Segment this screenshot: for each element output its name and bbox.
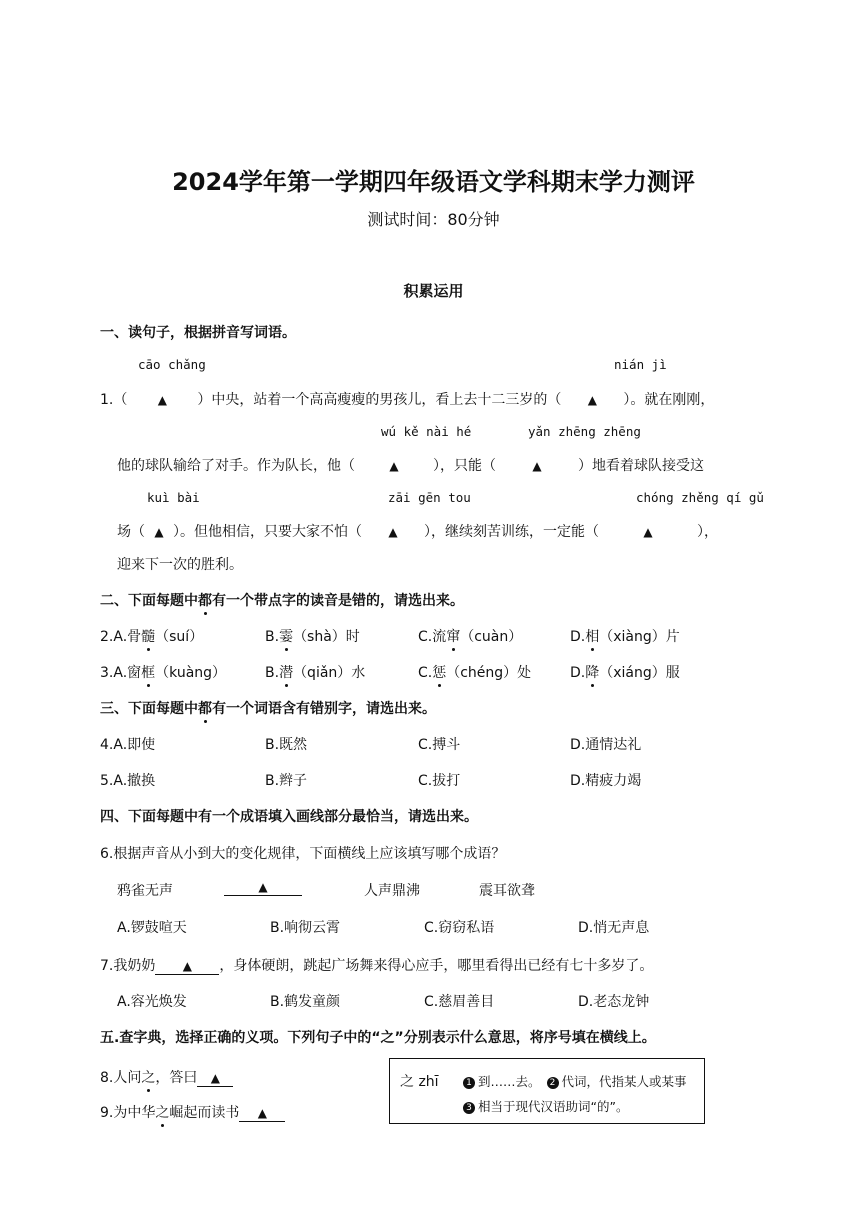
q1-line-4: 迎来下一次的胜利。 <box>117 557 243 573</box>
q1-line-1: 1.（ ▲ ）中央，站着一个高高瘦瘦的男孩儿，看上去十二三岁的（ ▲ ）。就在刚刚， <box>100 392 715 408</box>
q9-stem: 9.为中华之崛起而读书 ▲ <box>100 1102 285 1122</box>
pinyin-yanzhengzheng: yǎn zhēng zhēng <box>528 424 641 439</box>
q2-option-d[interactable]: D.相（xiàng）片 <box>570 626 680 646</box>
q7-option-b[interactable]: B.鹤发童颜 <box>270 994 341 1010</box>
q2-option-a[interactable]: 2.A.骨髓（suí） <box>100 626 203 646</box>
q7-answer-blank[interactable]: ▲ <box>155 958 219 975</box>
q6-seq-2: 人声鼎沸 <box>364 883 420 899</box>
q2-option-c[interactable]: C.流窜（cuàn） <box>418 626 522 646</box>
pinyin-zaigentou: zāi gēn tou <box>388 490 471 505</box>
q7-option-a[interactable]: A.容光焕发 <box>117 994 187 1010</box>
q5-option-a[interactable]: 5.A.撤换 <box>100 773 156 789</box>
number-1-icon: 1 <box>463 1077 475 1089</box>
answer-slot-1[interactable]: ▲ <box>157 393 167 407</box>
q6-answer-blank[interactable]: ▲ <box>224 879 302 896</box>
q3-heading: 三、下面每题中都有一个词语含有错别字，请选出来。 <box>100 698 436 718</box>
q3r-option-b[interactable]: B.潜（qiǎn）水 <box>265 662 365 682</box>
answer-slot-5[interactable]: ▲ <box>154 525 164 539</box>
q5-option-c[interactable]: C.拔打 <box>418 773 461 789</box>
q1-heading: 一、读句子，根据拼音写词语。 <box>100 325 296 341</box>
q2-option-b[interactable]: B.霎（shà）时 <box>265 626 360 646</box>
q4-option-d[interactable]: D.通情达礼 <box>570 737 642 753</box>
pinyin-caochang: cāo chǎng <box>138 357 206 372</box>
number-2-icon: 2 <box>547 1077 559 1089</box>
q6-option-b[interactable]: B.响彻云霄 <box>270 920 341 936</box>
q5-heading: 五.查字典，选择正确的义项。下列句子中的“之”分别表示什么意思，将序号填在横线上。 <box>100 1030 656 1046</box>
meaning-3: 3 相当于现代汉语助词“的”。 <box>463 1097 628 1115</box>
q3r-option-a[interactable]: 3.A.窗框（kuàng） <box>100 662 226 682</box>
q3r-option-c[interactable]: C.惩（chéng）处 <box>418 662 531 682</box>
q7-stem: 7.我奶奶 ▲ ，身体硬朗，跳起广场舞来得心应手，哪里看得出已经有七十多岁了。 <box>100 958 654 974</box>
answer-slot-2[interactable]: ▲ <box>587 393 597 407</box>
q2-heading: 二、下面每题中都有一个带点字的读音是错的，请选出来。 <box>100 590 464 610</box>
q6-seq-1: 鸦雀无声 <box>117 883 173 899</box>
q1-line-3: 场（ ▲ ）。但他相信，只要大家不怕（ ▲ ），继续刻苦训练，一定能（ ▲ ）， <box>117 524 718 540</box>
q6-stem: 6.根据声音从小到大的变化规律，下面横线上应该填写哪个成语？ <box>100 846 506 862</box>
answer-slot-4[interactable]: ▲ <box>532 459 542 473</box>
meaning-1: 1 到……去。 2 代词，代指某人或某事 <box>463 1072 687 1090</box>
q1-line-2: 他的球队输给了对手。作为队长，他（ ▲ ），只能（ ▲ ）地看着球队接受这 <box>117 458 704 474</box>
q3r-option-d[interactable]: D.降（xiáng）服 <box>570 662 680 682</box>
q8-answer-blank[interactable]: ▲ <box>197 1070 233 1087</box>
q6-seq-3: 震耳欲聋 <box>479 883 535 899</box>
page-title: 2024学年第一学期四年级语文学科期末学力测评 <box>172 168 695 196</box>
q4-option-c[interactable]: C.搏斗 <box>418 737 461 753</box>
dictionary-entry: 之 zhī <box>400 1074 439 1090</box>
q4-heading: 四、下面每题中有一个成语填入画线部分最恰当，请选出来。 <box>100 809 478 825</box>
pinyin-chongzhengqigu: chóng zhěng qí gǔ <box>636 490 764 505</box>
pinyin-wukenaihe: wú kě nài hé <box>381 424 472 439</box>
exam-duration: 测试时间：80分钟 <box>367 210 500 229</box>
q9-answer-blank[interactable]: ▲ <box>239 1105 285 1122</box>
answer-slot-7[interactable]: ▲ <box>643 525 653 539</box>
q4-option-a[interactable]: 4.A.即使 <box>100 737 156 753</box>
pinyin-kuibai: kuì bài <box>147 490 200 505</box>
q8-stem: 8.人问之，答曰 ▲ <box>100 1067 233 1087</box>
q6-option-c[interactable]: C.窃窃私语 <box>424 920 495 936</box>
answer-slot-6[interactable]: ▲ <box>388 525 398 539</box>
q7-option-d[interactable]: D.老态龙钟 <box>578 994 650 1010</box>
q5-option-d[interactable]: D.精疲力竭 <box>570 773 642 789</box>
answer-slot-3[interactable]: ▲ <box>389 459 399 473</box>
pinyin-nianji: nián jì <box>614 357 667 372</box>
section-title: 积累运用 <box>403 282 464 300</box>
q5-option-b[interactable]: B.辫子 <box>265 773 308 789</box>
q6-option-a[interactable]: A.锣鼓喧天 <box>117 920 187 936</box>
q4-option-b[interactable]: B.既然 <box>265 737 308 753</box>
number-3-icon: 3 <box>463 1102 475 1114</box>
q7-option-c[interactable]: C.慈眉善目 <box>424 994 495 1010</box>
q6-option-d[interactable]: D.悄无声息 <box>578 920 650 936</box>
